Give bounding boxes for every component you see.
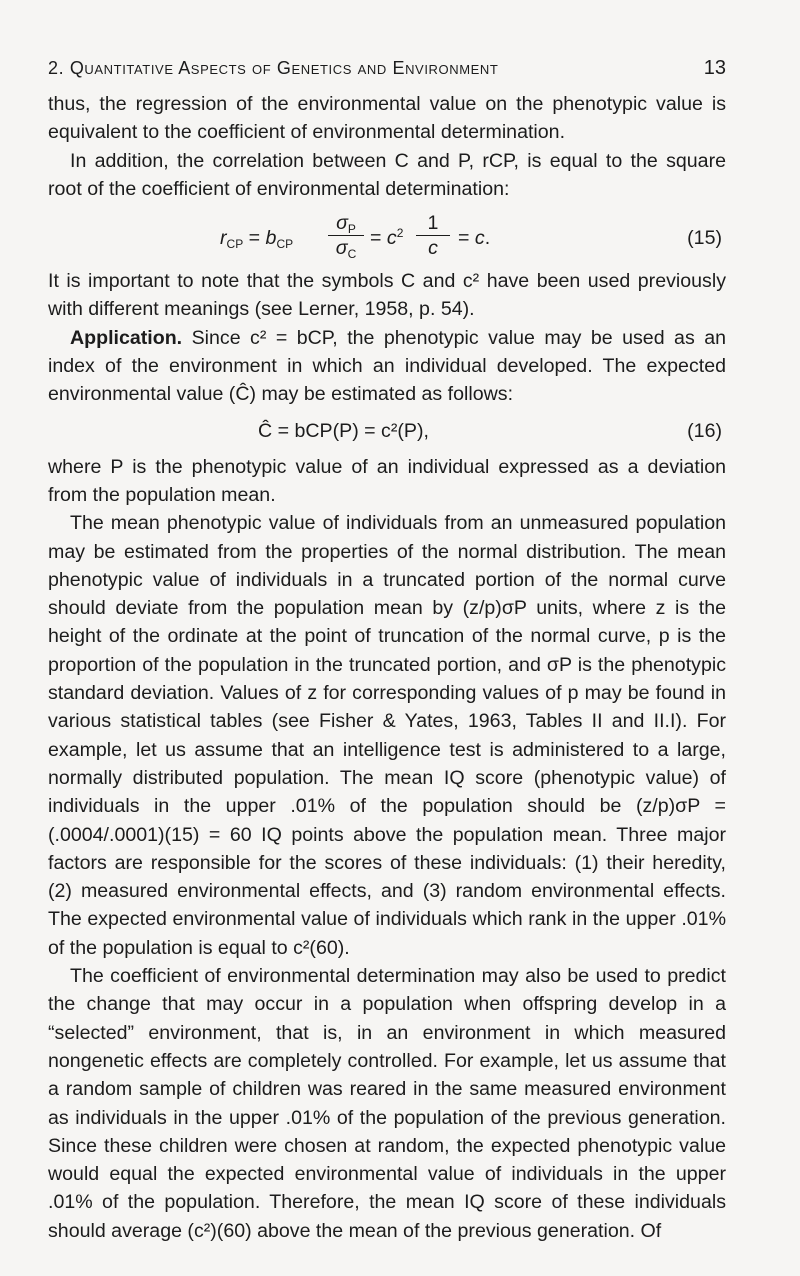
book-page xyxy=(48,54,726,1245)
equation-16 xyxy=(48,413,726,449)
paragraph-3: It is important to note that the symbols C and c² have been used previously with different meanings (see Lerner, 1958, p. 54). xyxy=(48,270,726,321)
page-number: 13 xyxy=(703,57,726,79)
paragraph-4 xyxy=(48,324,726,409)
paragraph-4-text: Since c² = bCP, the phenotypic value may be used as an index of the environment in which an individual developed. The expected environmental value (Ĉ) may be estimated as follows: xyxy=(48,326,726,406)
application-heading: Application. xyxy=(70,326,183,349)
paragraph-6: The mean phenotypic value of individuals from an unmeasured population may be estimated from the properties of the normal distribution. The mean phenotypic value of individuals in a truncated portion of the normal curve should deviate from the population mean by (z/p)σP units, where z is the height of the ordinate at the point of truncation of the normal curve, p is the proportion of the population in the truncated portion, and σP is the phenotypic standard deviation. Values of z for corresponding values of p may be found in various statistical tables (see Fisher & Yates, 1963, Tables II and II.I). For example, let us assume that an intelligence test is administered to a large, normally distributed population. The mean IQ score (phenotypic value) of individuals in the upper .01% of the population should be (z/p)σP = (.0004/.0001)(15) = 60 IQ points above the population mean. Three major factors are responsible for the scores of these individuals: (1) their heredity, (2) measured environmental effects, and (3) random environmental effects. The expected environmental value of individuals which rank in the upper .01% of the population is equal to c²(60). xyxy=(48,512,726,959)
equation-15: $r_{CP} = b_{CP}$ $\sigma_P$ $\sigma_C$ = $c^2$ 1 c = c. (15) xyxy=(220,212,722,262)
paragraph-5: where P is the phenotypic value of an individual expressed as a deviation from the population mean. xyxy=(48,455,726,506)
equation-16-number: (16) xyxy=(687,419,722,442)
paragraph-2: In addition, the correlation between C and P, rCP, is equal to the square root of the coefficient of environmental determination: xyxy=(48,149,726,200)
running-title: 2. Quantitative Aspects of Genetics and Environment xyxy=(48,58,499,78)
equation-15-number: (15) xyxy=(687,227,722,250)
equation-16-text: Ĉ = bCP(P) = c²(P), xyxy=(258,419,429,442)
paragraph-7: The coefficient of environmental determination may also be used to predict the change that may occur in a population when offspring develop in a “selected” environment, that is, in an environment in which measured nongenetic effects are completely controlled. For example, let us assume that a random sample of children was reared in the same measured environment as individuals in the upper .01% of the population of the previous generation. Since these children were chosen at random, the expected phenotypic value would equal the expected environmental value of individuals in the upper .01% of the population. Therefore, the mean IQ score of these individuals should average (c²)(60) above the mean of the previous generation. Of xyxy=(48,965,726,1242)
paragraph-1: thus, the regression of the environmental value on the phenotypic value is equivalent to the coefficient of environmental determination. xyxy=(48,93,726,144)
running-header xyxy=(48,54,726,90)
